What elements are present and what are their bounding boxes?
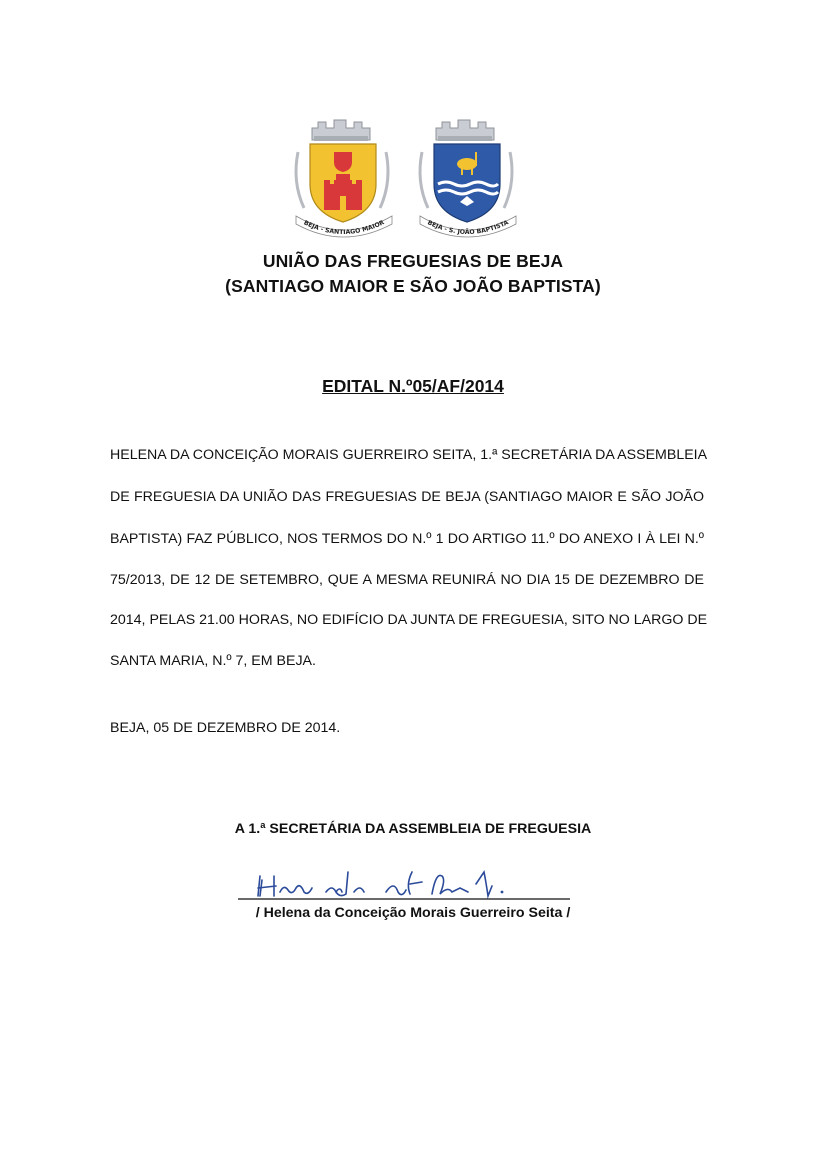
edital-title: EDITAL N.º05/AF/2014: [322, 376, 504, 396]
body-line: HELENA DA CONCEIÇÃO MORAIS GUERREIRO SEITA, 1.ª SECRETÁRIA DA ASSEMBLEIA: [110, 447, 708, 463]
svg-text:BEJA - S. JOÃO BAPTISTA: BEJA - S. JOÃO BAPTISTA: [426, 219, 510, 237]
body-line: 2014, PELAS 21.00 HORAS, NO EDIFÍCIO DA JUNTA DE FREGUESIA, SITO NO LARGO DE: [110, 612, 708, 628]
header-line-1: UNIÃO DAS FREGUESIAS DE BEJA: [262, 251, 564, 271]
body-line: 75/2013, DE 12 DE SETEMBRO, QUE A MESMA REUNIRÁ NO DIA 15 DE DEZEMBRO DE: [110, 572, 704, 588]
signatory-title: A 1.ª SECRETÁRIA DA ASSEMBLEIA DE FREGUESIA: [234, 821, 592, 837]
emblems: [290, 112, 530, 242]
handwritten-signature: [236, 862, 572, 902]
body-line: DE FREGUESIA DA UNIÃO DAS FREGUESIAS DE BEJA (SANTIAGO MAIOR E SÃO JOÃO: [110, 489, 704, 505]
date-line: BEJA, 05 DE DEZEMBRO DE 2014.: [110, 720, 341, 736]
body-line: BAPTISTA) FAZ PÚBLICO, NOS TERMOS DO N.º 1 DO ARTIGO 11.º DO ANEXO I À LEI N.º: [110, 531, 704, 547]
svg-text:BEJA - SANTIAGO MAIOR: BEJA - SANTIAGO MAIOR: [302, 219, 386, 237]
santiago-maior-crest-icon: [290, 112, 400, 242]
signatory-name: / Helena da Conceição Morais Guerreiro Seita /: [255, 905, 571, 921]
sao-joao-baptista-crest-icon: [414, 112, 524, 242]
header-line-2: (SANTIAGO MAIOR E SÃO JOÃO BAPTISTA): [225, 276, 601, 296]
body-line: SANTA MARIA, N.º 7, EM BEJA.: [110, 653, 316, 669]
